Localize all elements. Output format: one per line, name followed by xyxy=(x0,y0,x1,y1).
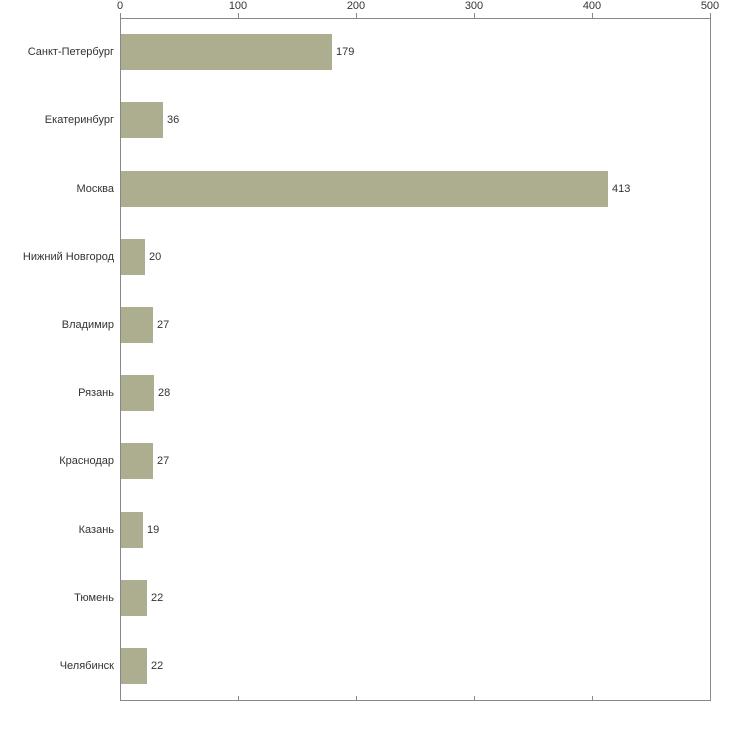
category-label: Челябинск xyxy=(59,659,114,672)
bar[interactable] xyxy=(121,512,143,548)
x-tick-bottom-1 xyxy=(238,696,239,701)
category-label: Нижний Новгород xyxy=(22,250,114,263)
category-label: Тюмень xyxy=(74,591,114,604)
x-tick-top-0 xyxy=(120,13,121,18)
bar[interactable] xyxy=(121,239,145,275)
x-tick-label: 200 xyxy=(346,0,366,12)
bar-value-label: 27 xyxy=(157,455,170,468)
x-tick-bottom-2 xyxy=(356,696,357,701)
x-tick-label: 300 xyxy=(464,0,484,12)
category-label: Владимир xyxy=(61,318,114,331)
bar[interactable] xyxy=(121,102,163,138)
y-axis-right xyxy=(710,18,711,700)
x-tick-bottom-3 xyxy=(474,696,475,701)
category-label: Екатеринбург xyxy=(44,114,114,127)
bar-value-label: 179 xyxy=(336,46,355,59)
bar-value-label: 413 xyxy=(612,182,631,195)
bar-value-label: 19 xyxy=(147,523,160,536)
x-tick-top-2 xyxy=(356,13,357,18)
bar[interactable] xyxy=(121,307,153,343)
x-tick-bottom-0 xyxy=(120,696,121,701)
x-tick-top-4 xyxy=(592,13,593,18)
bar[interactable] xyxy=(121,648,147,684)
x-tick-label: 100 xyxy=(228,0,248,12)
bar[interactable] xyxy=(121,375,154,411)
bar-value-label: 22 xyxy=(151,659,164,672)
bar-value-label: 36 xyxy=(167,114,180,127)
x-tick-bottom-5 xyxy=(710,696,711,701)
bar[interactable] xyxy=(121,34,332,70)
x-axis-bottom xyxy=(120,700,710,701)
x-tick-label: 0 xyxy=(116,0,124,12)
bar-value-label: 20 xyxy=(149,250,162,263)
x-tick-label: 400 xyxy=(582,0,602,12)
bar-value-label: 28 xyxy=(158,387,171,400)
category-label: Москва xyxy=(76,182,114,195)
bar[interactable] xyxy=(121,443,153,479)
x-tick-top-5 xyxy=(710,13,711,18)
category-label: Краснодар xyxy=(59,455,114,468)
category-label: Санкт-Петербург xyxy=(27,46,114,59)
category-label: Рязань xyxy=(78,387,114,400)
x-axis-top xyxy=(120,18,710,19)
x-tick-label: 500 xyxy=(700,0,720,12)
category-label: Казань xyxy=(78,523,114,536)
bar-value-label: 22 xyxy=(151,591,164,604)
bar[interactable] xyxy=(121,580,147,616)
x-tick-bottom-4 xyxy=(592,696,593,701)
bar[interactable] xyxy=(121,171,608,207)
x-tick-top-3 xyxy=(474,13,475,18)
bar-value-label: 27 xyxy=(157,318,170,331)
x-tick-top-1 xyxy=(238,13,239,18)
